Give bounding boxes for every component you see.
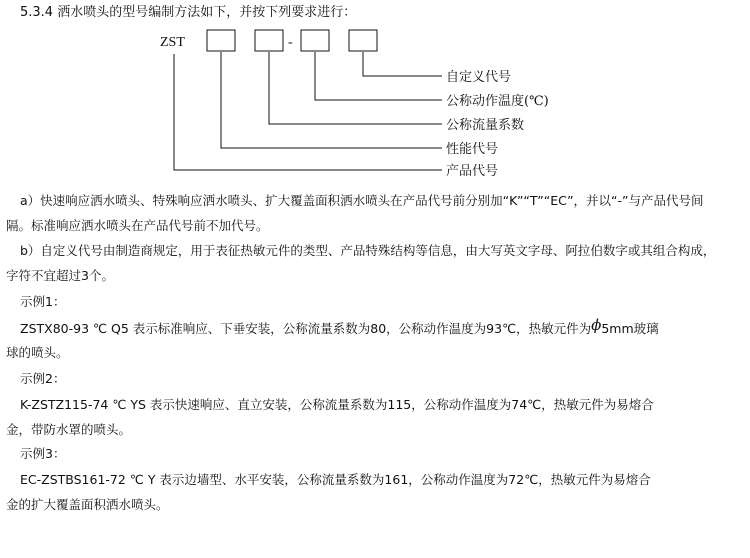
diagram-prefix: ZST: [160, 35, 185, 50]
example-2-text: K-ZSTZ115-74 ℃ YS 表示快速响应、直立安装，公称流量系数为115，公称动作温度为74℃，热敏元件为易熔合: [20, 397, 654, 412]
example-2-continuation: 金，带防水罩的喷头。: [6, 422, 132, 437]
example-1-label: 示例1：: [20, 294, 66, 309]
box-performance-code: [207, 30, 235, 51]
model-code-diagram: [0, 24, 600, 184]
example-3-continuation: 金的扩大覆盖面积洒水喷头。: [6, 497, 169, 512]
label-flow-coefficient: 公称流量系数: [446, 118, 525, 133]
leader-custom-code: [363, 52, 442, 76]
example-1-text: [20, 318, 659, 339]
label-operating-temperature: 公称动作温度(℃): [446, 94, 549, 109]
example-1-text-main: ZSTX80-93 ℃ Q5 表示标准响应、下垂安装，公称流量系数为80，公称动作温度为93℃，热敏元件为: [20, 321, 592, 336]
diagram-separator: -: [288, 35, 293, 50]
box-flow-coefficient: [255, 30, 283, 51]
example-3-label: 示例3：: [20, 446, 66, 461]
section-heading: 5.3.4 洒水喷头的型号编制方法如下，并按下列要求进行：: [20, 5, 357, 20]
diameter-symbol: ϕ: [591, 316, 602, 334]
leader-product-code: [174, 54, 442, 170]
example-3-text: EC-ZSTBS161-72 ℃ Y 表示边墙型、水平安装，公称流量系数为161，公称动作温度为72℃，热敏元件为易熔合: [20, 472, 651, 487]
example-2-label: 示例2：: [20, 371, 66, 386]
paragraph-a: a）快速响应洒水喷头、特殊响应洒水喷头、扩大覆盖面积洒水喷头在产品代号前分别加“K”“T”“EC”，并以“-”与产品代号间隔。标准响应洒水喷头在产品代号前不加代号。: [6, 193, 704, 233]
example-1-continuation: 球的喷头。: [6, 345, 69, 360]
label-custom-code: 自定义代号: [446, 70, 512, 85]
label-performance-code: 性能代号: [446, 142, 499, 157]
label-product-code: 产品代号: [446, 164, 499, 179]
box-operating-temperature: [301, 30, 329, 51]
example-1-text-tail: 5mm玻璃: [601, 321, 659, 336]
box-custom-code: [349, 30, 377, 51]
paragraph-b: b）自定义代号由制造商规定，用于表征热敏元件的类型、产品特殊结构等信息，由大写英文字母、阿拉伯数字或其组合构成，字符不宜超过3个。: [6, 243, 716, 283]
leader-lines: [174, 52, 442, 170]
leader-flow-coefficient: [269, 52, 442, 124]
